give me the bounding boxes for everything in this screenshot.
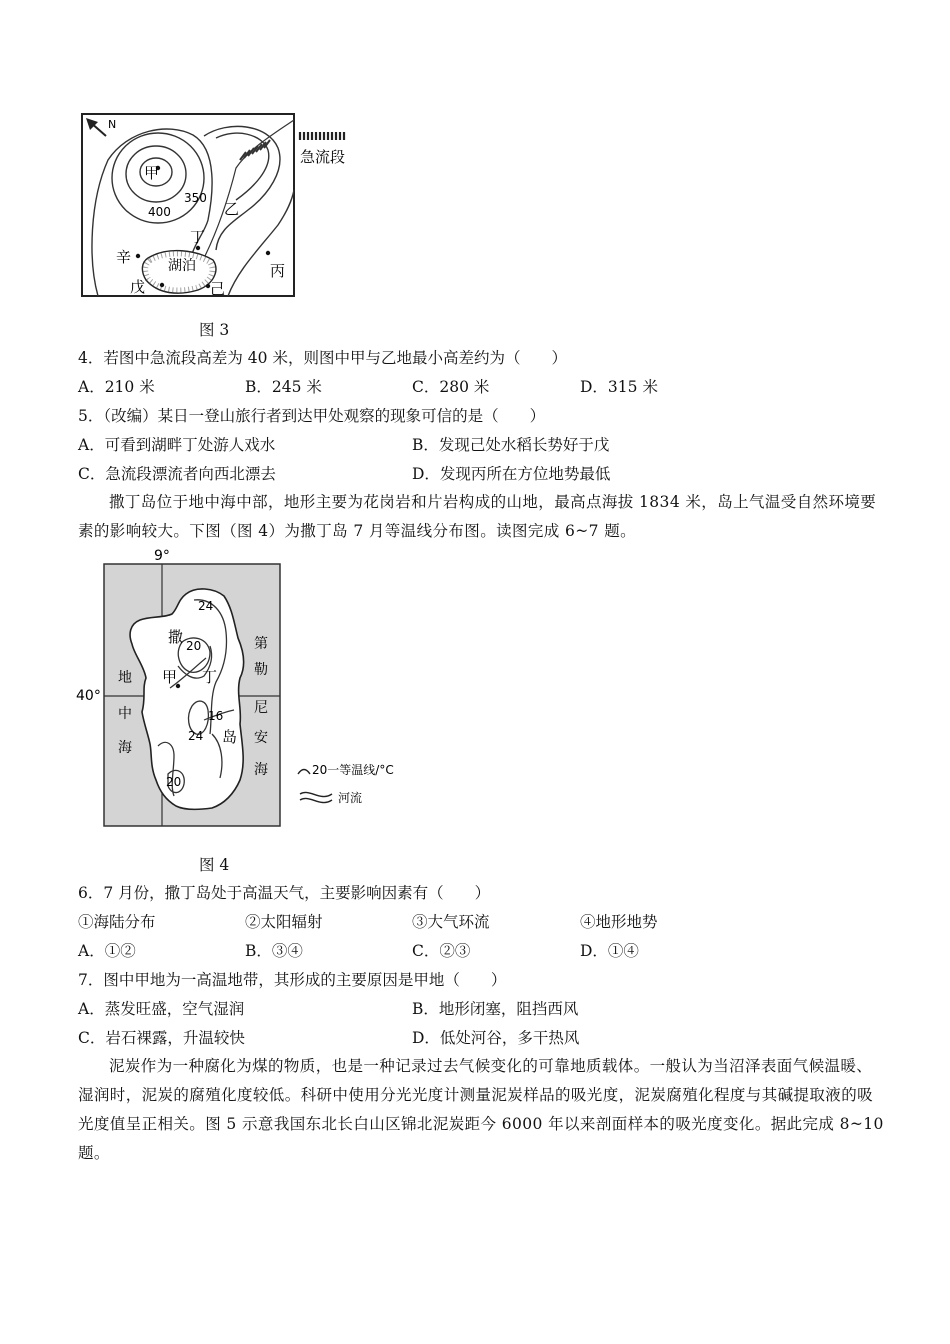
q4-stem: 4．若图中急流段高差为 40 米，则图中甲与乙地最小高差约为（ ） xyxy=(78,349,567,367)
fig3-label-xin: 辛 xyxy=(116,248,132,266)
figure-4-isotherm-map xyxy=(74,548,394,830)
fig4-iso-16: 16 xyxy=(208,709,224,723)
q5-option-a[interactable]: A．可看到湖畔丁处游人戏水 xyxy=(78,436,276,454)
fig3-label-wu: 戊 xyxy=(130,278,146,296)
q7-option-c[interactable]: C．岩石裸露，升温较快 xyxy=(78,1029,245,1047)
fig4-right-sea-4: 安 xyxy=(254,730,268,746)
q7-option-d[interactable]: D．低处河谷，多干热风 xyxy=(412,1029,580,1047)
q4-option-d[interactable]: D．315 米 xyxy=(580,378,658,396)
figure-3-caption: 图 3 xyxy=(199,321,230,339)
fig4-label-dao: 岛 xyxy=(222,728,238,746)
fig3-legend-rapids: 急流段 xyxy=(300,148,346,166)
fig4-right-sea-5: 海 xyxy=(254,762,268,778)
fig3-label-ding: 丁 xyxy=(190,228,206,246)
q5-option-c[interactable]: C．急流段漂流者向西北漂去 xyxy=(78,465,276,483)
fig4-left-sea-2: 中 xyxy=(118,706,132,722)
fig3-label-yi: 乙 xyxy=(224,200,240,218)
peat-intro-paragraph: 泥炭作为一种腐化为煤的物质，也是一种记录过去气候变化的可靠地质载体。一般认为当沼泽表面气候温暖、湿润时，泥炭的腐殖化度较低。科研中使用分光光度计测量泥炭样品的吸光度，泥炭腐殖化程度与其碱提取液的吸光度值呈正相关。图 5 示意我国东北长白山区锦北泥炭距今 6000 年以来剖面样本的吸光度变化。据此完成 8~10 题。 xyxy=(78,1057,884,1162)
q6-factor-2: ②太阳辐射 xyxy=(245,913,323,931)
fig4-legend-isotherm: 20一等温线/°C xyxy=(312,763,394,777)
fig4-label-ding: 丁 xyxy=(202,668,218,686)
fig4-legend-river: 河流 xyxy=(338,791,363,805)
isotherm-legend-icon xyxy=(298,770,310,775)
fig4-right-sea-1: 第 xyxy=(254,636,268,652)
q6-option-c[interactable]: C．②③ xyxy=(412,942,471,960)
fig4-iso-24b: 24 xyxy=(188,729,204,743)
fig4-latitude-label: 40° xyxy=(76,688,101,704)
fig4-label-jia: 甲 xyxy=(162,668,178,686)
fig3-label-350: 350 xyxy=(184,191,207,205)
q6-option-d[interactable]: D．①④ xyxy=(580,942,639,960)
fig3-label-lake: 湖泊 xyxy=(168,258,196,274)
fig3-label-ji: 己 xyxy=(210,280,226,298)
river-legend-icon xyxy=(300,792,332,796)
q5-option-d[interactable]: D．发现丙所在方位地势最低 xyxy=(412,465,611,483)
fig4-left-sea-1: 地 xyxy=(118,670,132,686)
q6-factor-4: ④地形地势 xyxy=(580,913,658,931)
q7-option-a[interactable]: A．蒸发旺盛，空气湿润 xyxy=(78,1000,245,1018)
q4-option-a[interactable]: A．210 米 xyxy=(78,378,155,396)
fig3-label-jia: 甲 xyxy=(144,164,160,182)
figure-4-caption: 图 4 xyxy=(199,856,230,874)
q6-option-b[interactable]: B．③④ xyxy=(245,942,303,960)
fig4-left-sea-3: 海 xyxy=(118,740,132,756)
q6-factor-1: ①海陆分布 xyxy=(78,913,156,931)
sardinia-intro-paragraph: 撒丁岛位于地中海中部，地形主要为花岗岩和片岩构成的山地，最高点海拔 1834 米，岛上气温受自然环境要素的影响较大。下图（图 4）为撒丁岛 7 月等温线分布图。读图完成 6~7 题。 xyxy=(78,493,877,540)
q5-stem: 5．（改编）某日一登山旅行者到达甲处观察的现象可信的是（ ） xyxy=(78,407,546,425)
fig4-longitude-label: 9° xyxy=(154,548,170,564)
q5-option-b[interactable]: B．发现己处水稻长势好于戊 xyxy=(412,436,610,454)
q7-stem: 7．图中甲地为一高温地带，其形成的主要原因是甲地（ ） xyxy=(78,971,507,989)
q6-stem: 6．7 月份，撒丁岛处于高温天气，主要影响因素有（ ） xyxy=(78,884,491,902)
q4-option-c[interactable]: C．280 米 xyxy=(412,378,490,396)
fig4-right-sea-2: 勒 xyxy=(254,662,268,678)
q6-factor-3: ③大气环流 xyxy=(412,913,490,931)
q6-option-a[interactable]: A．①② xyxy=(78,942,136,960)
fig4-label-sa: 撒 xyxy=(168,628,184,646)
fig4-iso-20b: 20 xyxy=(166,775,182,789)
figure-3-contour-map xyxy=(78,110,378,305)
fig3-label-bing: 丙 xyxy=(270,262,286,280)
fig3-label-400: 400 xyxy=(148,205,171,219)
fig4-iso-20a: 20 xyxy=(186,639,202,653)
fig3-legend-rapids-icon xyxy=(300,132,344,140)
fig4-right-sea-3: 尼 xyxy=(254,700,268,716)
q7-option-b[interactable]: B．地形闭塞，阻挡西风 xyxy=(412,1000,579,1018)
q4-option-b[interactable]: B．245 米 xyxy=(245,378,322,396)
fig4-iso-24a: 24 xyxy=(198,599,214,613)
north-label: N xyxy=(108,118,117,131)
